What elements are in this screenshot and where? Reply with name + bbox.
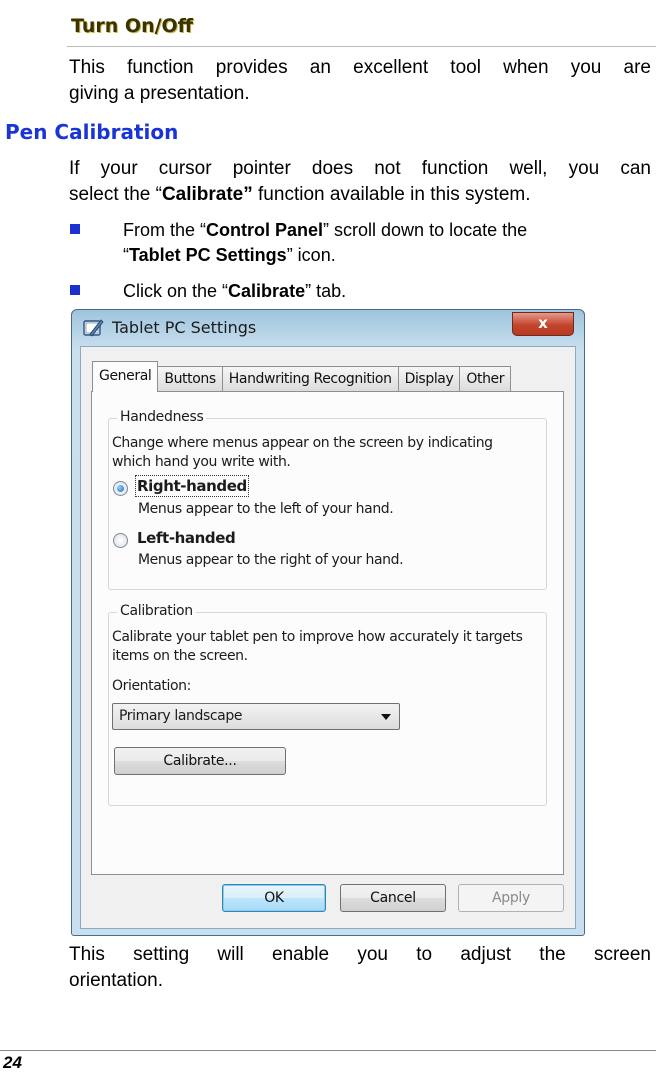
bullet-item — [123, 218, 623, 268]
tablet-settings-icon — [82, 317, 104, 339]
calibrate-button[interactable]: Calibrate... — [114, 747, 286, 775]
section-title-pen-calibration: Pen Calibration — [5, 120, 179, 144]
bullet-square-icon — [70, 224, 80, 234]
text-run: From the “ — [123, 220, 207, 240]
paragraph-line: This function provides an excellent tool when you are — [69, 57, 651, 78]
bold-text: Tablet PC Settings — [129, 245, 287, 265]
bullet-item — [123, 279, 623, 304]
tab-general[interactable]: General — [92, 361, 158, 392]
tab-handwriting-recognition[interactable]: Handwriting Recognition — [222, 366, 399, 391]
text-run: function available in this system. — [252, 184, 531, 205]
right-handed-description: Menus appear to the left of your hand. — [138, 501, 394, 517]
bold-text: Calibrate — [228, 281, 306, 301]
left-handed-description: Menus appear to the right of your hand. — [138, 552, 404, 568]
tab-page-general — [91, 391, 564, 875]
ok-button[interactable]: OK — [222, 884, 326, 912]
handedness-legend: Handedness — [117, 409, 206, 425]
close-button[interactable]: x — [512, 312, 574, 336]
paragraph-line: If your cursor pointer does not function well, you can — [69, 158, 651, 179]
dropdown-arrow-icon — [381, 714, 391, 720]
text-run: select the “ — [69, 184, 162, 205]
bold-text: Calibrate” — [161, 184, 253, 205]
cancel-button[interactable]: Cancel — [340, 884, 446, 912]
text-run: ” tab. — [305, 281, 347, 301]
left-handed-label[interactable]: Left-handed — [137, 529, 236, 547]
right-handed-radio[interactable] — [113, 481, 128, 496]
text-run: ” icon. — [286, 245, 336, 265]
orientation-label: Orientation: — [112, 678, 191, 694]
handedness-description: Change where menus appear on the screen by indicating — [112, 435, 493, 451]
tab-strip — [92, 363, 510, 389]
right-handed-label[interactable]: Right-handed — [137, 477, 247, 495]
tab-display[interactable]: Display — [398, 366, 461, 391]
tab-buttons[interactable]: Buttons — [157, 366, 222, 391]
orientation-select[interactable] — [112, 703, 400, 730]
left-handed-radio[interactable] — [113, 533, 128, 548]
paragraph-line — [69, 182, 651, 208]
handedness-description: which hand you write with. — [112, 454, 291, 470]
calibration-description: Calibrate your tablet pen to improve how accurately it targets — [112, 629, 523, 645]
orientation-value: Primary landscape — [119, 708, 243, 724]
text-run: Click on the “ — [123, 281, 229, 301]
paragraph-line: giving a presentation. — [69, 83, 250, 104]
page-number: 24 — [3, 1053, 22, 1072]
bold-text: Control Panel — [206, 220, 324, 240]
text-run: ” scroll down to locate the — [323, 220, 528, 240]
footer-divider — [0, 1050, 656, 1051]
dialog-title: Tablet PC Settings — [112, 318, 257, 337]
tablet-pc-settings-dialog — [71, 309, 585, 936]
section-divider — [67, 46, 656, 47]
section-title-turn-on-off: Turn On/Off — [71, 15, 194, 37]
bullet-square-icon — [70, 285, 80, 295]
calibration-description: items on the screen. — [112, 648, 248, 664]
calibration-legend: Calibration — [117, 603, 196, 619]
tab-other[interactable]: Other — [459, 366, 511, 391]
apply-button[interactable]: Apply — [458, 884, 564, 912]
dialog-body — [80, 346, 576, 929]
text-run: “ — [123, 245, 129, 265]
paragraph-line: This setting will enable you to adjust the screen — [69, 944, 651, 965]
paragraph-line: orientation. — [69, 970, 164, 991]
